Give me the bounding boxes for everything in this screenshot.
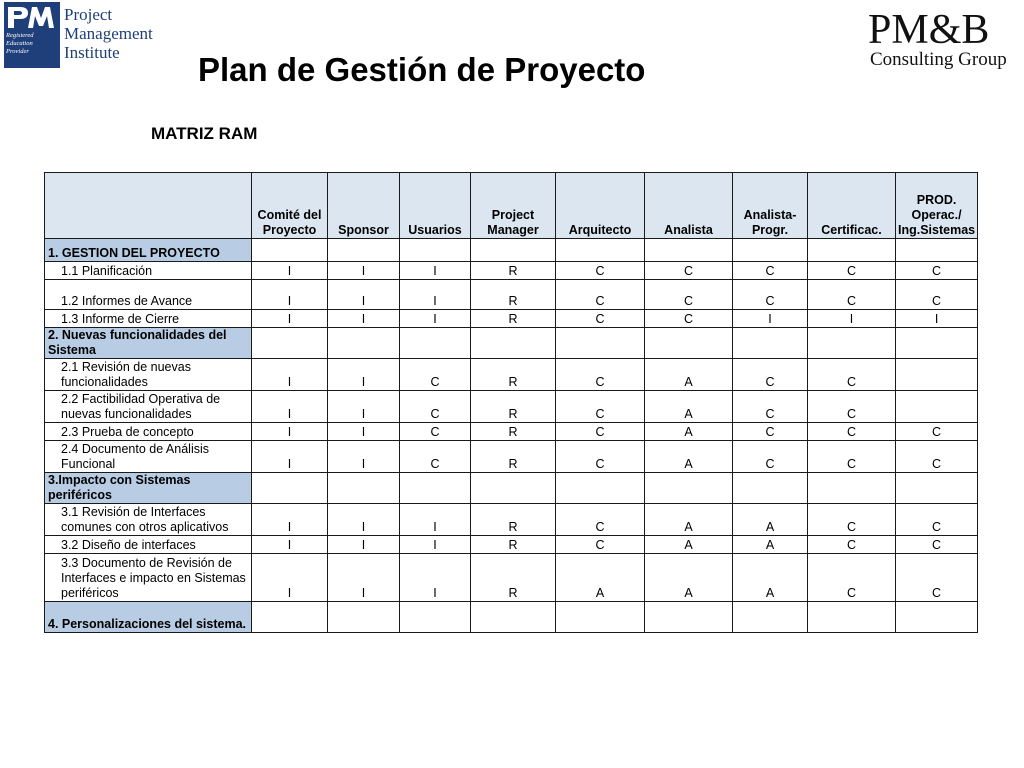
responsibility-cell: C — [556, 423, 645, 441]
responsibility-cell: C — [400, 359, 471, 391]
responsibility-cell — [471, 239, 556, 262]
responsibility-cell — [733, 328, 808, 359]
responsibility-cell: C — [896, 441, 978, 473]
responsibility-cell: I — [328, 262, 400, 280]
responsibility-cell: R — [471, 262, 556, 280]
responsibility-cell — [733, 602, 808, 633]
responsibility-cell — [645, 239, 733, 262]
responsibility-cell: A — [733, 504, 808, 536]
column-header: Comité del Proyecto — [252, 173, 328, 239]
responsibility-cell: C — [896, 504, 978, 536]
activity-label: 3.2 Diseño de interfaces — [45, 536, 252, 554]
responsibility-cell: C — [556, 359, 645, 391]
table-row — [45, 391, 978, 423]
table-row — [45, 423, 978, 441]
responsibility-cell: C — [400, 391, 471, 423]
responsibility-cell — [400, 328, 471, 359]
responsibility-cell: C — [556, 391, 645, 423]
responsibility-cell — [556, 473, 645, 504]
responsibility-cell: I — [328, 359, 400, 391]
responsibility-cell: C — [556, 280, 645, 310]
responsibility-cell: I — [328, 391, 400, 423]
responsibility-cell: I — [328, 423, 400, 441]
responsibility-cell: C — [556, 310, 645, 328]
responsibility-cell: A — [645, 441, 733, 473]
pmi-name-line: Project — [64, 5, 113, 24]
responsibility-cell: C — [733, 359, 808, 391]
responsibility-cell: C — [645, 262, 733, 280]
table-row — [45, 262, 978, 280]
responsibility-cell: I — [252, 423, 328, 441]
table-row — [45, 504, 978, 536]
ram-matrix-table — [44, 172, 978, 633]
pmb-logo-tagline: Consulting Group — [870, 49, 1007, 70]
responsibility-cell — [556, 328, 645, 359]
responsibility-cell: R — [471, 504, 556, 536]
responsibility-cell — [252, 602, 328, 633]
column-header: PROD. Operac./ Ing.Sistemas — [896, 173, 978, 239]
responsibility-cell — [328, 473, 400, 504]
responsibility-cell: I — [400, 504, 471, 536]
pmi-logo — [4, 2, 153, 68]
responsibility-cell — [328, 602, 400, 633]
responsibility-cell: I — [252, 441, 328, 473]
responsibility-cell: C — [808, 504, 896, 536]
responsibility-cell — [328, 328, 400, 359]
responsibility-cell: C — [896, 262, 978, 280]
responsibility-cell — [471, 328, 556, 359]
responsibility-cell: I — [733, 310, 808, 328]
pmi-emblem-line: Provider — [6, 48, 29, 55]
responsibility-cell: C — [400, 441, 471, 473]
responsibility-cell: A — [645, 423, 733, 441]
page-subtitle: MATRIZ RAM — [151, 124, 258, 143]
responsibility-cell: C — [733, 423, 808, 441]
responsibility-cell: C — [556, 536, 645, 554]
responsibility-cell: C — [733, 391, 808, 423]
column-header: Arquitecto — [556, 173, 645, 239]
responsibility-cell — [896, 473, 978, 504]
responsibility-cell: I — [252, 504, 328, 536]
responsibility-cell — [645, 602, 733, 633]
responsibility-cell: C — [645, 310, 733, 328]
responsibility-cell: A — [556, 554, 645, 602]
responsibility-cell: R — [471, 280, 556, 310]
pmi-name-line: Institute — [64, 43, 120, 62]
responsibility-cell: I — [328, 536, 400, 554]
responsibility-cell — [808, 602, 896, 633]
table-row — [45, 359, 978, 391]
section-label: 3.Impacto con Sistemas periféricos — [45, 473, 252, 504]
activity-label: 2.4 Documento de Análisis Funcional — [45, 441, 252, 473]
responsibility-cell: C — [733, 280, 808, 310]
responsibility-cell — [328, 239, 400, 262]
responsibility-cell: I — [400, 554, 471, 602]
responsibility-cell — [808, 473, 896, 504]
pmi-mark-icon — [4, 2, 60, 32]
responsibility-cell — [471, 602, 556, 633]
responsibility-cell: A — [645, 391, 733, 423]
responsibility-cell: C — [808, 554, 896, 602]
responsibility-cell — [896, 239, 978, 262]
responsibility-cell: I — [252, 536, 328, 554]
responsibility-cell: R — [471, 391, 556, 423]
responsibility-cell: C — [896, 554, 978, 602]
responsibility-cell: C — [896, 423, 978, 441]
responsibility-cell: R — [471, 310, 556, 328]
column-header: Project Manager — [471, 173, 556, 239]
responsibility-cell — [252, 473, 328, 504]
responsibility-cell — [556, 239, 645, 262]
activity-label: 2.2 Factibilidad Operativa de nuevas funcionalidades — [45, 391, 252, 423]
responsibility-cell: I — [328, 504, 400, 536]
responsibility-cell — [400, 473, 471, 504]
responsibility-cell: I — [252, 280, 328, 310]
responsibility-cell — [556, 602, 645, 633]
responsibility-cell: C — [808, 359, 896, 391]
responsibility-cell — [733, 239, 808, 262]
section-row — [45, 328, 978, 359]
responsibility-cell: C — [556, 504, 645, 536]
responsibility-cell — [896, 328, 978, 359]
column-header: Analista- Progr. — [733, 173, 808, 239]
responsibility-cell: C — [733, 441, 808, 473]
section-label: 2. Nuevas funcionalidades del Sistema — [45, 328, 252, 359]
responsibility-cell: I — [328, 441, 400, 473]
responsibility-cell: R — [471, 441, 556, 473]
column-header: Sponsor — [328, 173, 400, 239]
responsibility-cell — [252, 239, 328, 262]
responsibility-cell: C — [556, 441, 645, 473]
responsibility-cell: C — [556, 262, 645, 280]
table-row — [45, 536, 978, 554]
responsibility-cell — [645, 328, 733, 359]
table-header-row — [45, 173, 978, 239]
responsibility-cell: I — [896, 310, 978, 328]
activity-label: 3.1 Revisión de Interfaces comunes con otros aplicativos — [45, 504, 252, 536]
responsibility-cell: C — [400, 423, 471, 441]
responsibility-cell: I — [328, 554, 400, 602]
section-row — [45, 239, 978, 262]
responsibility-cell: C — [645, 280, 733, 310]
activity-label: 1.3 Informe de Cierre — [45, 310, 252, 328]
activity-label: 2.3 Prueba de concepto — [45, 423, 252, 441]
responsibility-cell: R — [471, 423, 556, 441]
responsibility-cell — [471, 473, 556, 504]
table-header-corner — [45, 173, 252, 239]
responsibility-cell: C — [808, 423, 896, 441]
pmb-logo — [866, 8, 1016, 70]
pmb-logo-name: PM&B — [868, 7, 990, 53]
responsibility-cell: A — [733, 554, 808, 602]
responsibility-cell: A — [645, 504, 733, 536]
responsibility-cell: C — [808, 262, 896, 280]
responsibility-cell: C — [808, 441, 896, 473]
responsibility-cell — [252, 328, 328, 359]
responsibility-cell: C — [733, 262, 808, 280]
responsibility-cell — [645, 473, 733, 504]
responsibility-cell: I — [252, 310, 328, 328]
pmi-emblem-text — [6, 32, 58, 56]
pmi-name-line: Management — [64, 24, 153, 43]
responsibility-cell — [400, 602, 471, 633]
table-row — [45, 554, 978, 602]
responsibility-cell — [400, 239, 471, 262]
responsibility-cell: I — [400, 262, 471, 280]
activity-label: 2.1 Revisión de nuevas funcionalidades — [45, 359, 252, 391]
section-label: 1. GESTION DEL PROYECTO — [45, 239, 252, 262]
responsibility-cell — [896, 359, 978, 391]
responsibility-cell: I — [252, 262, 328, 280]
responsibility-cell: I — [400, 280, 471, 310]
responsibility-cell: C — [896, 280, 978, 310]
responsibility-cell: I — [252, 359, 328, 391]
section-row — [45, 473, 978, 504]
responsibility-cell: C — [896, 536, 978, 554]
section-label: 4. Personalizaciones del sistema. — [45, 602, 252, 633]
responsibility-cell: C — [808, 536, 896, 554]
pmi-name — [64, 5, 153, 62]
column-header: Certificac. — [808, 173, 896, 239]
activity-label: 1.1 Planificación — [45, 262, 252, 280]
responsibility-cell: A — [645, 536, 733, 554]
pmi-emblem — [4, 2, 60, 68]
responsibility-cell: I — [400, 310, 471, 328]
responsibility-cell: I — [400, 536, 471, 554]
activity-label: 3.3 Documento de Revisión de Interfaces e impacto en Sistemas periféricos — [45, 554, 252, 602]
responsibility-cell: C — [808, 391, 896, 423]
pmi-emblem-line: Education — [6, 40, 33, 47]
responsibility-cell — [808, 328, 896, 359]
responsibility-cell: I — [328, 310, 400, 328]
responsibility-cell: I — [328, 280, 400, 310]
responsibility-cell: R — [471, 554, 556, 602]
responsibility-cell — [733, 473, 808, 504]
column-header: Usuarios — [400, 173, 471, 239]
responsibility-cell — [896, 391, 978, 423]
responsibility-cell: R — [471, 359, 556, 391]
responsibility-cell: C — [808, 280, 896, 310]
responsibility-cell: I — [808, 310, 896, 328]
responsibility-cell: I — [252, 554, 328, 602]
activity-label: 1.2 Informes de Avance — [45, 280, 252, 310]
table-row — [45, 280, 978, 310]
page-title: Plan de Gestión de Proyecto — [198, 51, 646, 88]
responsibility-cell — [808, 239, 896, 262]
responsibility-cell: R — [471, 536, 556, 554]
section-row — [45, 602, 978, 633]
pmi-emblem-line: Registered — [6, 32, 34, 39]
responsibility-cell: A — [733, 536, 808, 554]
responsibility-cell — [896, 602, 978, 633]
responsibility-cell: A — [645, 554, 733, 602]
responsibility-cell: I — [252, 391, 328, 423]
column-header: Analista — [645, 173, 733, 239]
table-row — [45, 441, 978, 473]
table-row — [45, 310, 978, 328]
responsibility-cell: A — [645, 359, 733, 391]
